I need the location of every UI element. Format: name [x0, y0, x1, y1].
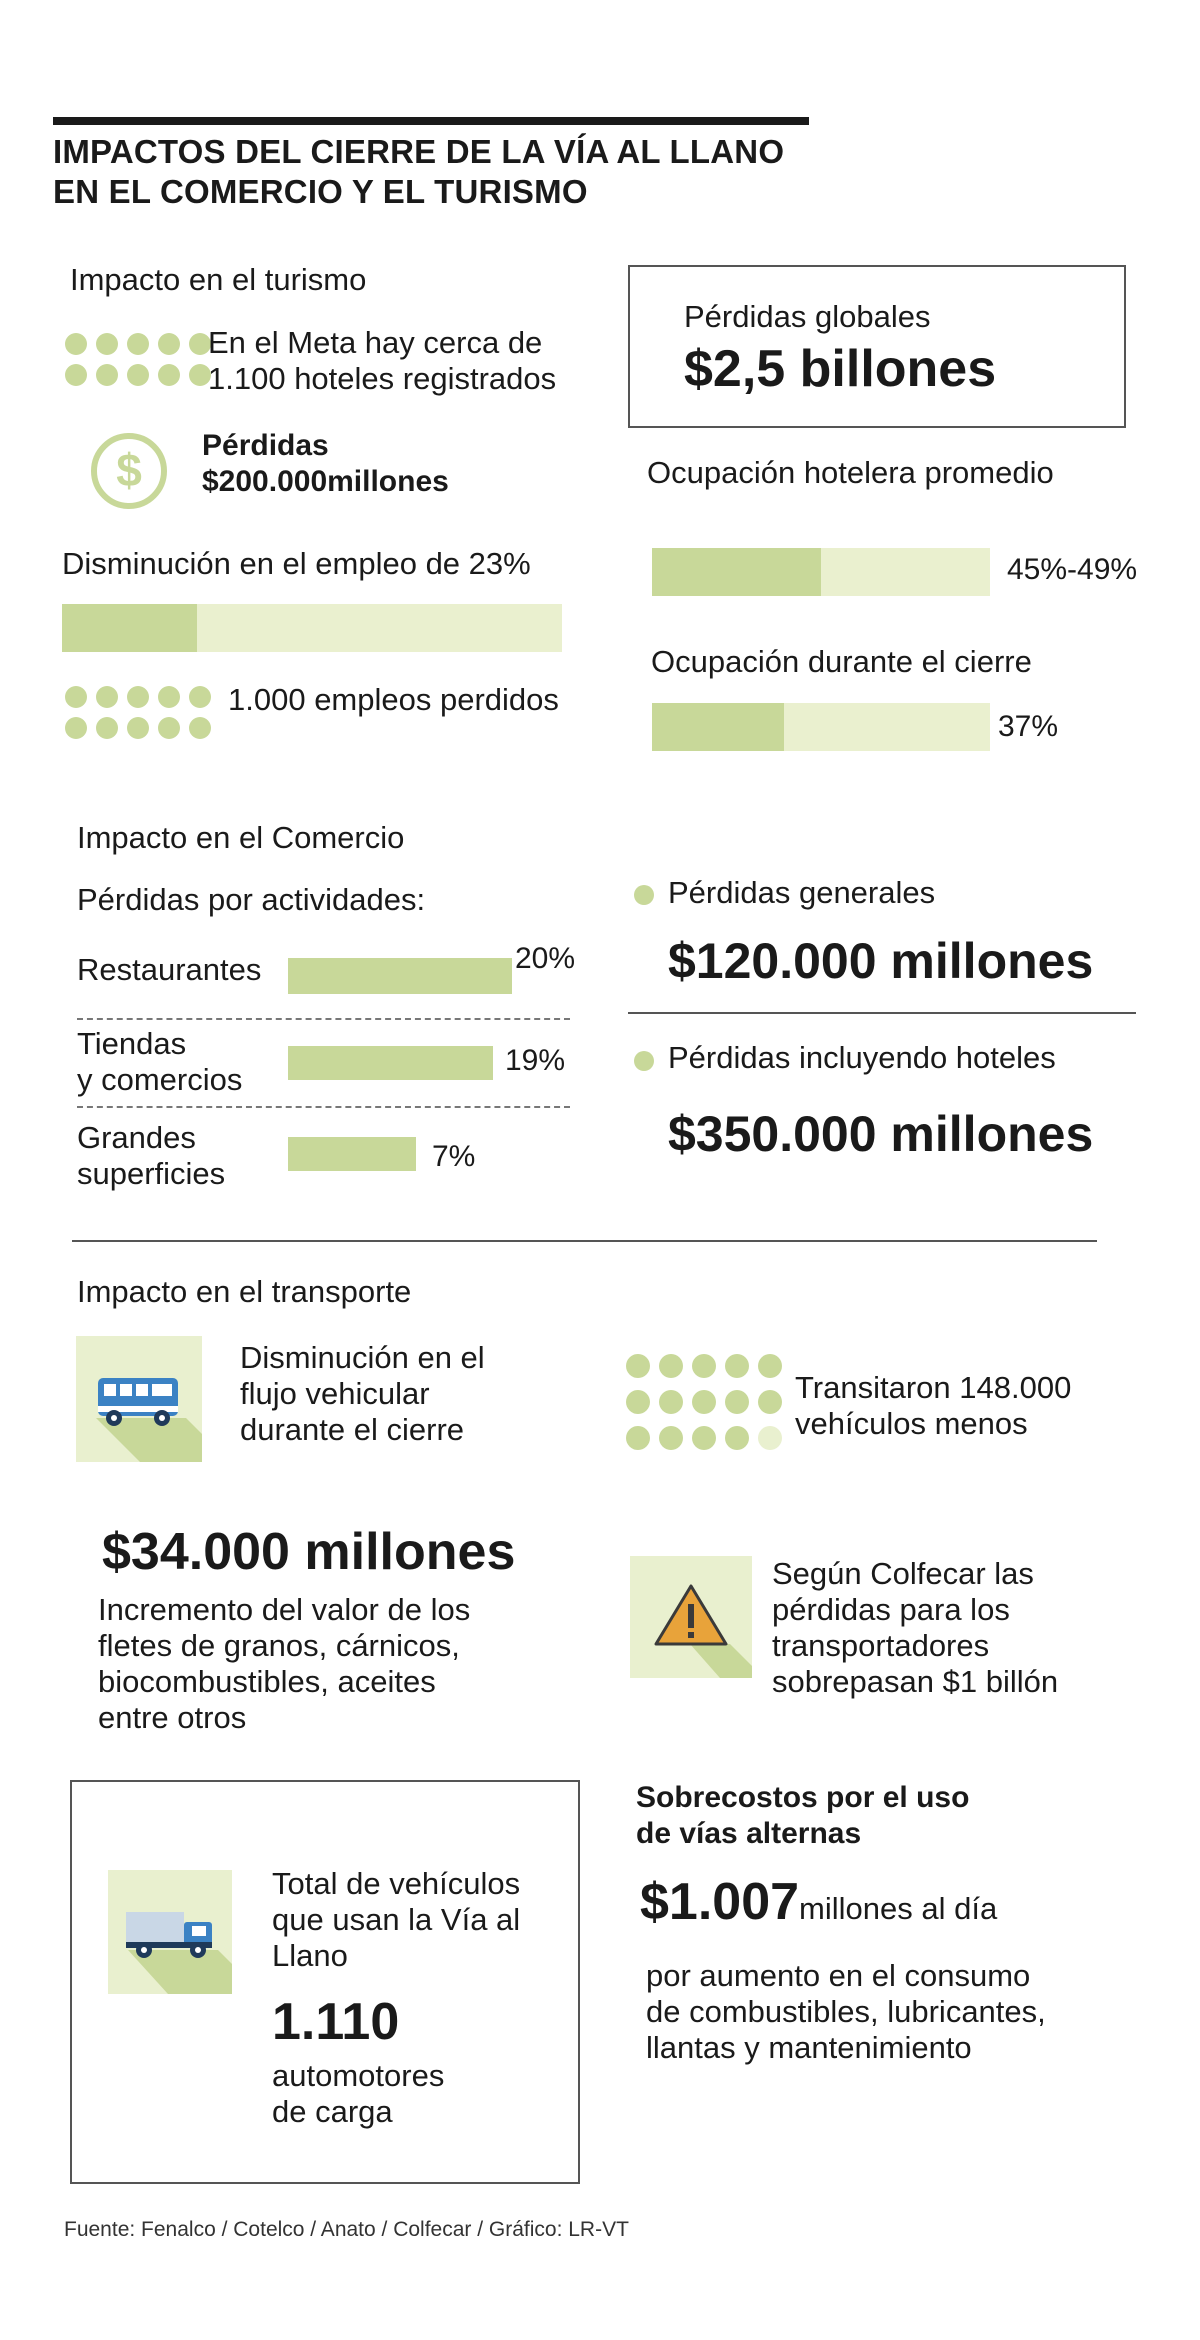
bullet-dot: [634, 1051, 654, 1071]
closure-occupancy-label: Ocupación durante el cierre: [651, 644, 1032, 679]
occupancy-bar: [652, 548, 990, 596]
total-vehicles-unit: automotores de carga: [272, 2058, 445, 2129]
activity-pct-tiendas: 19%: [505, 1044, 566, 1077]
svg-text:$: $: [116, 444, 142, 496]
freight-text: Incremento del valor de los fletes de granos, cárnicos, biocombustibles, aceites entre otros: [98, 1592, 471, 1735]
general-losses-label: Pérdidas generales: [668, 875, 936, 910]
general-losses-value: $120.000 millones: [668, 933, 1094, 989]
global-losses-label: Pérdidas globales: [684, 299, 931, 334]
warning-icon: [630, 1556, 752, 1678]
source-footer: Fuente: Fenalco / Cotelco / Anato / Colfecar / Gráfico: LR-VT: [64, 2218, 629, 2241]
total-vehicles-text: Total de vehículos que usan la Vía al Llano: [272, 1866, 521, 1973]
global-losses-value: $2,5 billones: [684, 340, 997, 398]
activity-pct-restaurantes: 20%: [515, 942, 576, 975]
jobs-lost: 1.000 empleos perdidos: [228, 682, 559, 717]
activity-label-restaurantes: Restaurantes: [77, 952, 262, 987]
closure-value: 37%: [998, 710, 1059, 743]
vehicles-dots: [626, 1354, 782, 1450]
divider: [628, 1012, 1136, 1014]
flow-text: Disminución en el flujo vehicular durante el cierre: [240, 1340, 485, 1447]
dollar-icon: [90, 432, 168, 510]
closure-bar: [652, 703, 990, 751]
transporte-heading: Impacto en el transporte: [77, 1274, 412, 1309]
overcost-unit: millones al día: [799, 1891, 998, 1926]
total-vehicles-box: [70, 1780, 580, 2184]
bullet-dot: [634, 885, 654, 905]
overcost-heading: Sobrecostos por el uso de vías alternas: [636, 1781, 970, 1850]
comercio-subheading: Pérdidas por actividades:: [77, 882, 426, 917]
occupancy-label: Ocupación hotelera promedio: [647, 455, 1054, 490]
divider-dashed: [77, 1106, 570, 1108]
activity-pct-grandes: 7%: [432, 1140, 476, 1173]
truck-icon: [108, 1870, 232, 1994]
activity-bar-grandes: [288, 1137, 416, 1171]
section-divider: [72, 1240, 1097, 1242]
incl-hotels-value: $350.000 millones: [668, 1106, 1094, 1162]
total-vehicles-value: 1.110: [272, 1993, 400, 2051]
turismo-heading: Impacto en el turismo: [70, 262, 367, 297]
occupancy-value: 45%-49%: [1007, 553, 1138, 586]
activity-bar-restaurantes: [288, 958, 512, 994]
closure-bar-fill: [652, 703, 784, 751]
activity-label-tiendas: Tiendas y comercios: [77, 1026, 243, 1097]
overcost-value: $1.007: [640, 1873, 800, 1931]
comercio-heading: Impacto en el Comercio: [77, 820, 405, 855]
title-line-1: IMPACTOS DEL CIERRE DE LA VÍA AL LLANO: [53, 133, 785, 170]
page-title: [53, 132, 853, 212]
overcost-amount: [640, 1872, 997, 1932]
incl-hotels-label: Pérdidas incluyendo hoteles: [668, 1040, 1056, 1075]
vehicles-text: Transitaron 148.000 vehículos menos: [795, 1370, 1072, 1441]
hotels-dots: [65, 333, 211, 386]
freight-value: $34.000 millones: [102, 1523, 516, 1581]
overcost-text: por aumento en el consumo de combustibles, lubricantes, llantas y mantenimiento: [646, 1958, 1046, 2065]
bus-icon: [76, 1336, 202, 1462]
employment-bar: [62, 604, 562, 652]
activity-bar-tiendas: [288, 1046, 493, 1080]
divider-dashed: [77, 1018, 570, 1020]
tourism-losses: Pérdidas $200.000millones: [202, 429, 449, 498]
occupancy-bar-fill: [652, 548, 821, 596]
jobs-dots: [65, 686, 211, 739]
activity-label-grandes: Grandes superficies: [77, 1120, 226, 1191]
hotels-text: En el Meta hay cerca de 1.100 hoteles registrados: [208, 325, 557, 396]
title-rule: [53, 117, 809, 125]
employment-label: Disminución en el empleo de 23%: [62, 546, 531, 581]
global-losses-box: [628, 265, 1126, 428]
title-line-2: EN EL COMERCIO Y EL TURISMO: [53, 173, 588, 210]
employment-bar-fill: [62, 604, 197, 652]
colfecar-text: Según Colfecar las pérdidas para los transportadores sobrepasan $1 billón: [772, 1556, 1059, 1699]
